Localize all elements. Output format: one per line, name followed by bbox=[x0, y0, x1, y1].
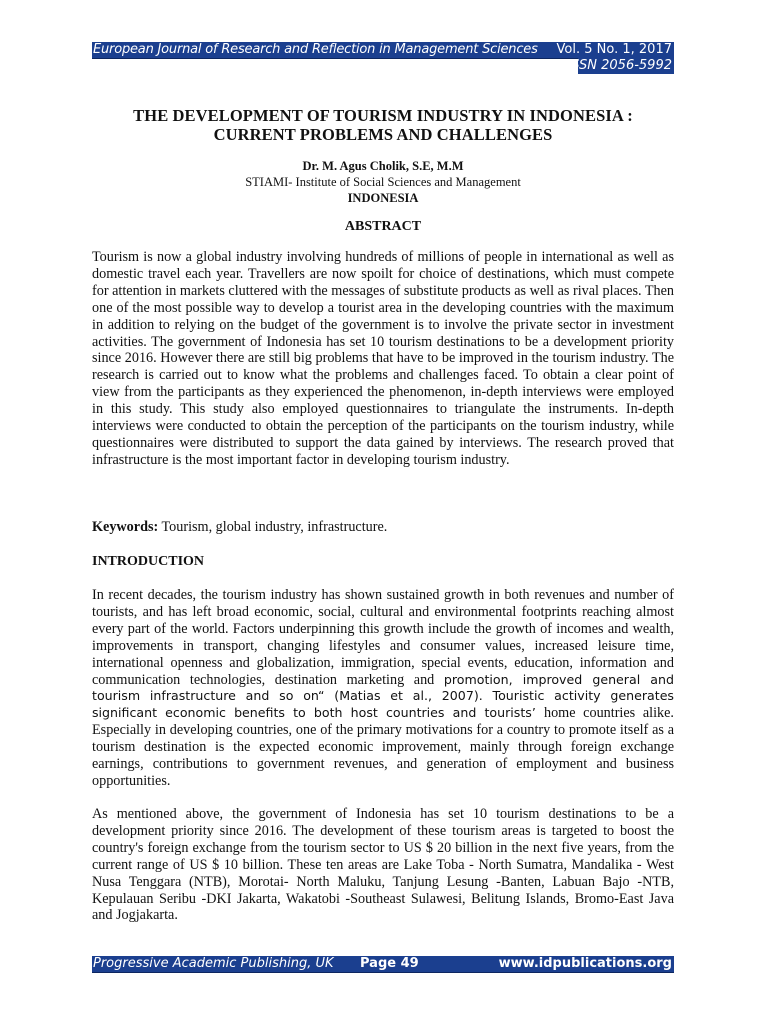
issn-info: ISSN 2056-5992 bbox=[567, 58, 672, 73]
intro-p1-part3: home countries alike. Especially in developing countries, one of the primary motivations for a country to promote itself as a tourism destination is the expected economic improvement, mainly through foreign exchange earnings, contributions to government revenues, and generation of employment and business opportunities. bbox=[92, 705, 674, 789]
introduction-paragraph-2: As mentioned above, the government of Indonesia has set 10 tourism destinations to be a development priority since 2016. The development of these tourism areas is targeted to boost the country's foreign exchange from the tourism sector to US $ 20 billion in the next five years, from the current range of US $ 10 billion. These ten areas are Lake Toba - North Sumatra, Mandalika - West Nusa Tenggara (NTB), Morotai- North Maluku, Tanjung Lesung -Banten, Labuan Bajo -NTB, Kepulauan Seribu -DKI Jakarta, Wakatobi -Southeast Sulawesi, Belitung Islands, Bromo-East Java and Jogjakarta. bbox=[92, 806, 674, 924]
keywords-line bbox=[92, 519, 674, 536]
volume-info: Vol. 5 No. 1, 2017 bbox=[556, 42, 672, 57]
author-name: Dr. M. Agus Cholik, S.E, M.M bbox=[302, 159, 464, 173]
introduction-heading: INTRODUCTION bbox=[92, 554, 205, 569]
paper-title-line-1: THE DEVELOPMENT OF TOURISM INDUSTRY IN INDONESIA : bbox=[133, 106, 633, 125]
author-block bbox=[92, 158, 674, 206]
author-country: INDONESIA bbox=[347, 191, 419, 205]
paper-title bbox=[92, 106, 674, 144]
paper-title-line-2: CURRENT PROBLEMS AND CHALLENGES bbox=[213, 125, 553, 144]
intro-p1-part1: In recent decades, the tourism industry has shown sustained growth in both revenues and number of tourists, and has left broad economic, social, cultural and environmental footprints reaching almost every part of the world. Factors underpinning this growth include the growth of incomes and wealth, improvements in transport, changing lifestyles and consumer values, increased leisure time, international openness and globalization, immigration, special events, education, information and communication technologies, destination marketing and bbox=[92, 587, 674, 688]
footer-url[interactable]: www.idpublications.org bbox=[498, 956, 672, 971]
abstract-heading: ABSTRACT bbox=[344, 219, 422, 234]
footer-publisher: Progressive Academic Publishing, UK bbox=[93, 956, 334, 971]
author-affiliation: STIAMI- Institute of Social Sciences and Management bbox=[245, 175, 521, 189]
page-number: Page 49 bbox=[360, 956, 419, 971]
running-footer bbox=[92, 956, 674, 974]
keywords-text: Tourism, global industry, infrastructure. bbox=[158, 519, 388, 535]
journal-name: European Journal of Research and Reflection in Management Sciences bbox=[93, 42, 538, 57]
keywords-label: Keywords: bbox=[92, 519, 159, 535]
running-header bbox=[92, 42, 674, 82]
abstract-text: Tourism is now a global industry involving hundreds of millions of people in international as well as domestic travel each year. Travellers are now spoilt for choice of destinations, which must compete for attention in markets cluttered with the messages of substitute products as well as rival places. Then one of the most possible way to develop a tourist area in the developing countries with the maximum in addition to relying on the budget of the government is to involve the private sector in investment activities. The government of Indonesia has set 10 tourism destinations to be a development priority since 2016. However there are still big problems that have to be improved in the tourism industry. The research is carried out to know what the problems and challenges faced. To obtain a clear point of view from the participants as they experienced the phenomenon, in-depth interviews were employed in this study. This study also employed questionnaires to triangulate the instruments. In-depth interviews were conducted to obtain the perception of the participants on the tourism industry, while questionnaires were distributed to support the data gained by interviews. The research proved that infrastructure is the most important factor in developing tourism industry. bbox=[92, 249, 674, 468]
intro-p1-part2: promotion, improved general and tourism infrastructure and so on“ (Matias et al., 2007). Touristic activity generates significant economic benefits to both host countries and tourists’ bbox=[92, 671, 674, 721]
introduction-paragraph-1 bbox=[92, 587, 674, 790]
